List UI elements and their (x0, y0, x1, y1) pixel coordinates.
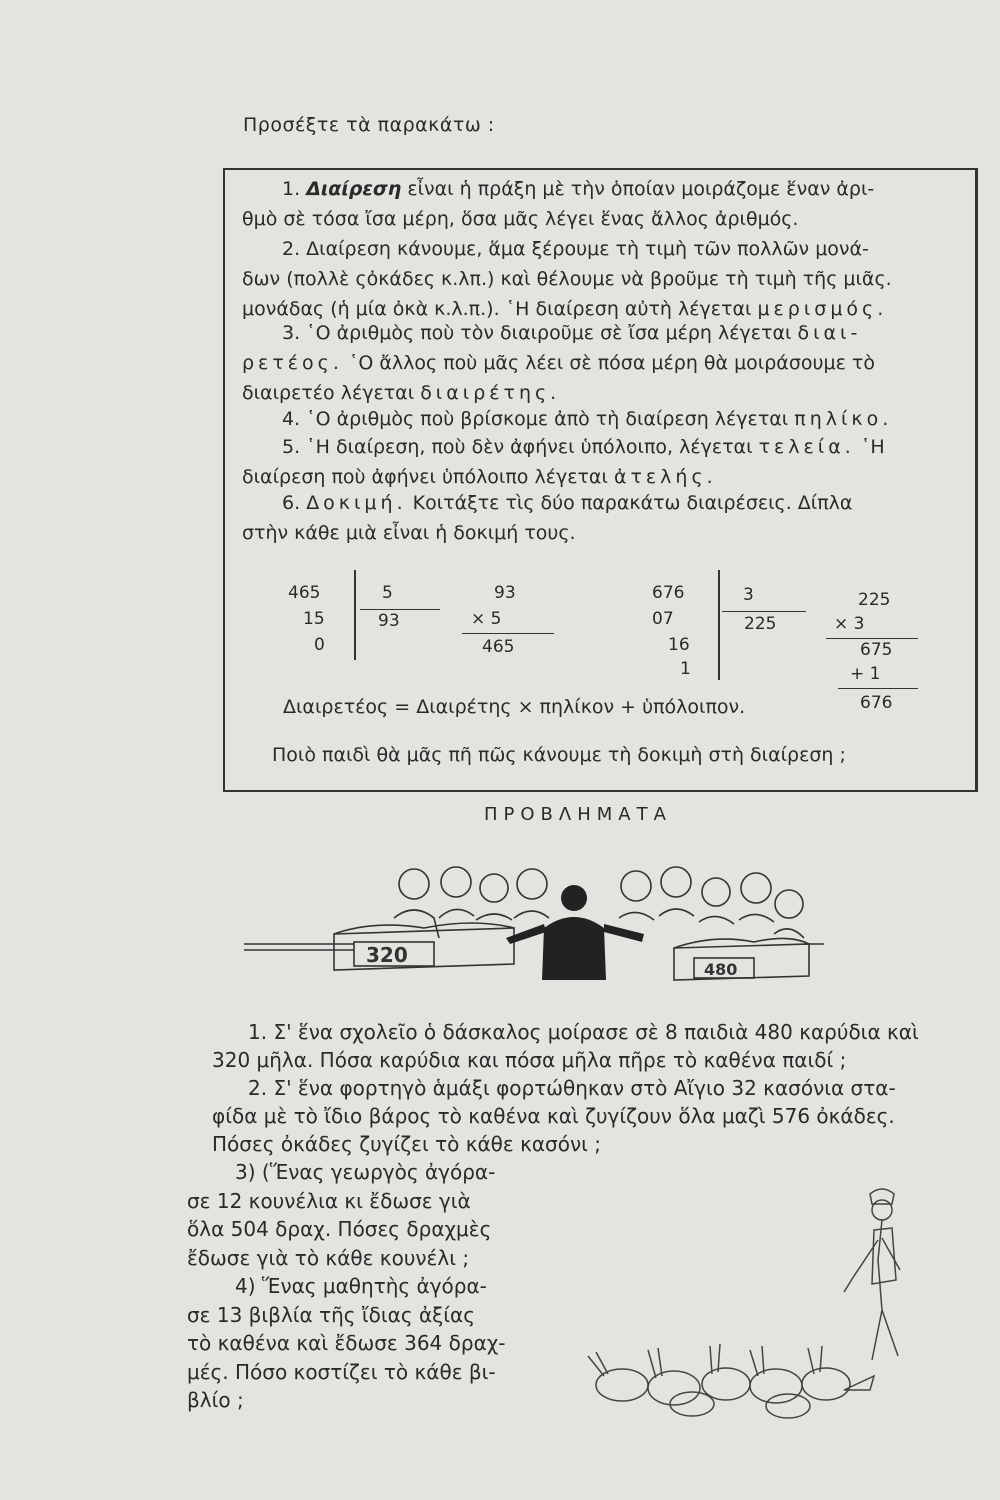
problem-2-line-2: φίδα μὲ τὸ ἴδιο βάρος τὸ καθένα καὶ ζυγίζουν ὅλα μαζὶ 576 ὀκάδες. (212, 1104, 895, 1128)
rule-1-line-2: θμὸ σὲ τόσα ἴσα μέρη, ὅσα μᾶς λέγει ἕνας ἄλλος ἀριθμός. (242, 208, 799, 230)
div1-check-a: 93 (494, 583, 516, 603)
rule-3-line-3: διαιρετέο λέγεται (242, 382, 415, 404)
rule-1-number: 1. (282, 178, 301, 200)
div2-step-1: 07 (652, 609, 674, 629)
problem-3-line-3: ὅλα 504 δραχ. Πόσες δραχμὲς (187, 1217, 492, 1241)
problem-1-line-1: 1. Σ' ἕνα σχολεῖο ὁ δάσκαλος μοίρασε σὲ 8 παιδιὰ 480 καρύδια καὶ (248, 1020, 919, 1044)
farmer-figure (844, 1189, 900, 1360)
rule-2 (242, 234, 982, 324)
teacher-silhouette (506, 885, 644, 980)
div1-check-result: 465 (482, 637, 515, 657)
div2-remainder: 1 (680, 659, 691, 679)
farmer-rabbits-illustration (582, 1180, 952, 1420)
rule-5-term-a: τελεία. (758, 436, 855, 458)
rule-2-line-1: 2. Διαίρεση κάνουμε, ἅμα ξέρουμε τὴ τιμὴ τῶν πολλῶν μονά- (282, 238, 869, 260)
rule-1-term: Διαίρεση (306, 178, 402, 200)
problem-2-line-1: 2. Σ' ἕνα φορτηγὸ ἁμάξι φορτώθηκαν στὸ Αἴγιο 32 κασόνια στα- (248, 1076, 896, 1100)
div2-quotient: 225 (744, 614, 777, 634)
rule-3-line-2: ῾Ο ἄλλος ποὺ μᾶς λέει σὲ πόσα μέρη θὰ μοιράσουμε τὸ (348, 352, 875, 374)
rabbits-group (588, 1344, 850, 1418)
div2-check-prod: 675 (860, 640, 893, 660)
rule-6-term: Δοκιμή. (306, 492, 407, 514)
right-crate-label: 480 (704, 960, 738, 979)
problem-1-line-2: 320 μῆλα. Πόσα καρύδια και πόσα μῆλα πῆρε τὸ καθένα παιδί ; (212, 1048, 847, 1072)
div2-check-op: × 3 (834, 614, 865, 634)
rule-3-term-c: διαιρέτης. (420, 382, 561, 404)
rule-1-text: εἶναι ἡ πράξη μὲ τὴν ὁποίαν μοιράζομε ἕναν ἀρι- (407, 178, 875, 200)
div2-check-rule-1 (826, 638, 918, 639)
div1-divisor-rule (360, 609, 440, 610)
problem-4-line-2: σε 13 βιβλία τῆς ἴδιας ἀξίας (187, 1302, 475, 1327)
rule-4-text: 4. ῾Ο ἀριθμὸς ποὺ βρίσκομε ἀπὸ τὴ διαίρεση λέγεται (282, 408, 789, 430)
problem-2 (212, 1074, 990, 1158)
div1-dividend: 465 (288, 583, 321, 603)
rule-2-term: μερισμός. (757, 298, 888, 320)
rule-3-term-b: ρετέος. (242, 352, 343, 374)
rule-6 (242, 488, 982, 548)
rule-5-term-b: ἀτελής. (613, 466, 717, 488)
division-formula: Διαιρετέος = Διαιρέτης × πηλίκον + ὑπόλοιπον. (283, 696, 746, 718)
div1-check-rule (462, 633, 554, 634)
problem-3-line-2: σε 12 κουνέλια κι ἔδωσε γιὰ (187, 1188, 471, 1213)
rule-3-term-a: διαι- (797, 322, 862, 344)
div1-check-op: × 5 (471, 609, 502, 629)
rule-5-post: ῾Η (860, 436, 885, 458)
problem-1 (212, 1018, 990, 1074)
rule-3-line-1: 3. ῾Ο ἀριθμὸς ποὺ τὸν διαιροῦμε σὲ ἴσα μέρη λέγεται (282, 322, 792, 344)
problem-3-line-4: ἔδωσε γιὰ τὸ κάθε κουνέλι ; (187, 1245, 470, 1270)
div2-check-result: 676 (860, 693, 893, 713)
div1-divisor: 5 (382, 583, 393, 603)
right-crate (674, 938, 809, 980)
problem-4-line-4: μές. Πόσο κοστίζει τὸ κάθε βι- (187, 1359, 496, 1384)
rule-6-line-2: στὴν κάθε μιὰ εἶναι ἡ δοκιμή τους. (242, 522, 576, 544)
div2-check-a: 225 (858, 590, 891, 610)
left-crate (334, 923, 514, 970)
problem-2-line-3: Πόσες ὀκάδες ζυγίζει τὸ κάθε κασόνι ; (212, 1132, 602, 1156)
problems-heading: ΠΡΟΒΛΗΜΑΤΑ (484, 804, 672, 825)
problem-4-line-1: 4) Ἕνας μαθητὴς ἀγόρα- (235, 1274, 487, 1298)
problem-4-line-3: τὸ καθένα καὶ ἔδωσε 364 δραχ- (187, 1331, 506, 1355)
intro-heading: Προσέξτε τὰ παρακάτω : (243, 114, 495, 136)
problem-4-line-5: βλίο ; (187, 1388, 244, 1412)
problem-3 (187, 1158, 557, 1272)
div2-vertical-bar (718, 570, 720, 680)
div1-remainder: 0 (314, 635, 325, 655)
div2-step-2: 16 (668, 635, 690, 655)
div2-divisor: 3 (743, 585, 754, 605)
div2-divisor-rule (722, 611, 806, 612)
div1-vertical-bar (354, 570, 356, 660)
left-crate-label: 320 (366, 943, 408, 967)
rule-5-line-1: 5. ῾Η διαίρεση, ποὺ δὲν ἀφήνει ὑπόλοιπο, λέγεται (282, 436, 753, 458)
div1-quotient: 93 (378, 611, 400, 631)
problem-4 (187, 1272, 557, 1415)
div1-step: 15 (303, 609, 325, 629)
problem-3-line-1: 3) (Ἕνας γεωργὸς ἀγόρα- (235, 1160, 496, 1184)
div2-check-rule-2 (838, 688, 918, 689)
rule-3 (242, 318, 982, 408)
rule-6-number: 6. (282, 492, 301, 514)
rule-5 (242, 432, 982, 492)
question: Ποιὸ παιδὶ θὰ μᾶς πῆ πῶς κάνουμε τὴ δοκιμὴ στὴ διαίρεση ; (272, 744, 846, 766)
rule-2-line-2: δων (πολλὲ ςὀκάδες κ.λπ.) καὶ θέλουμε νὰ βροῦμε τὴ τιμὴ τῆς μιᾶς. (242, 268, 892, 290)
rule-4 (242, 404, 982, 434)
rule-6-text: Κοιτάξτε τὶς δύο παρακάτω διαιρέσεις. Δίπλα (412, 492, 853, 514)
rule-4-term: πηλίκο. (794, 408, 893, 430)
children-crates-illustration (244, 858, 824, 988)
rule-2-line-3: μονάδας (ἡ μία ὀκὰ κ.λ.π.). ῾Η διαίρεση αὐτὴ λέγεται (242, 298, 752, 320)
div2-check-add: + 1 (850, 664, 881, 684)
rule-5-line-2: διαίρεση ποὺ ἀφήνει ὑπόλοιπο λέγεται (242, 466, 608, 488)
rule-1 (242, 174, 982, 234)
div2-dividend: 676 (652, 583, 685, 603)
